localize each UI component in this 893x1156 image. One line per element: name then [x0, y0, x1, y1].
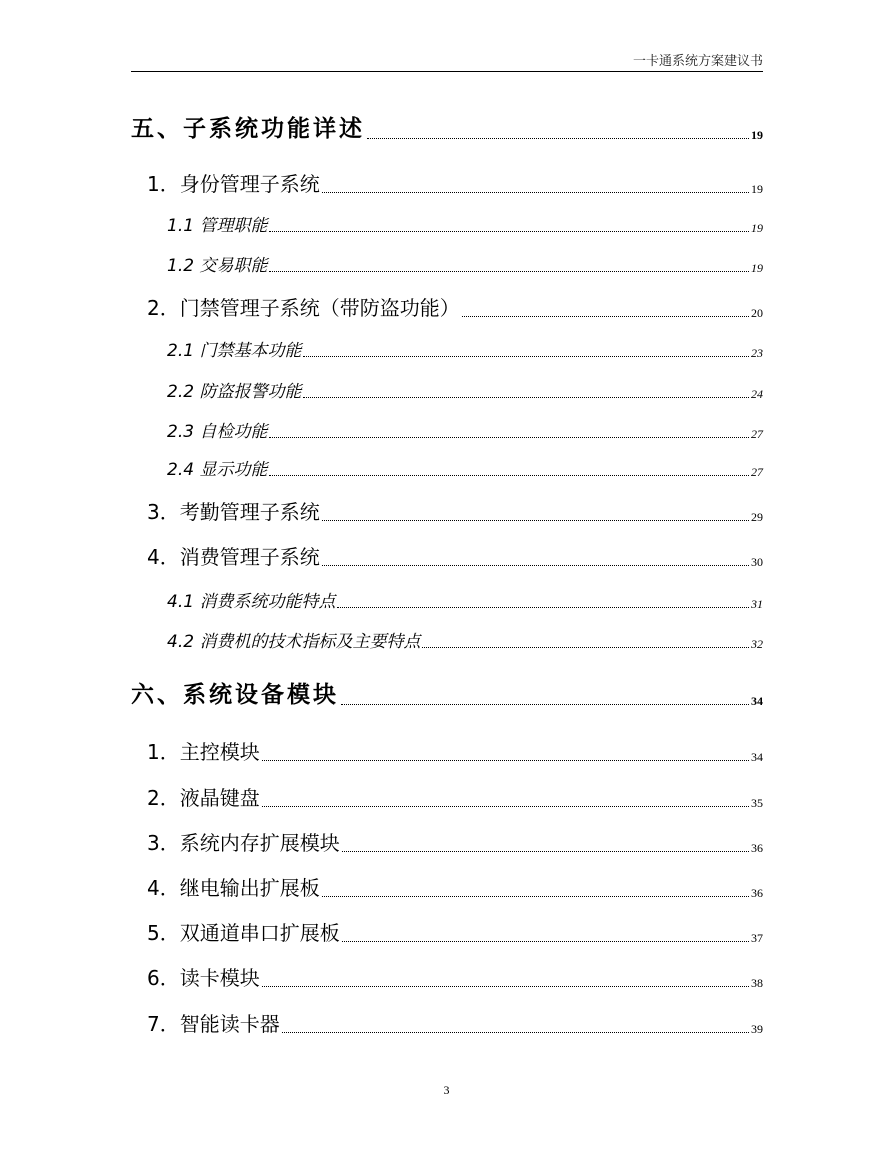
toc-entry[interactable]	[167, 587, 763, 612]
toc-entry-page: 36	[751, 841, 763, 855]
toc-leader	[322, 896, 749, 897]
toc-entry[interactable]	[147, 496, 763, 525]
toc-entry-page: 27	[751, 427, 763, 441]
toc-leader	[303, 397, 749, 398]
running-header: 一卡通系统方案建议书	[632, 54, 763, 69]
toc-entry-page: 19	[751, 221, 763, 235]
toc-entry-page: 19	[751, 182, 763, 196]
toc-leader	[322, 565, 749, 566]
toc-leader	[262, 760, 749, 761]
toc-entry[interactable]	[147, 541, 763, 570]
toc-entry[interactable]	[147, 1008, 763, 1037]
toc-leader	[422, 647, 749, 648]
toc-leader	[303, 356, 749, 357]
toc-leader	[269, 271, 749, 272]
toc-entry[interactable]	[167, 377, 763, 402]
toc-entry[interactable]	[147, 827, 763, 856]
toc-entry-page: 34	[751, 694, 763, 708]
toc-entry-page: 31	[751, 597, 763, 611]
toc-entry-page: 35	[751, 796, 763, 810]
toc-entry[interactable]	[131, 676, 763, 709]
toc-entry-page: 38	[751, 976, 763, 990]
toc-entry[interactable]	[147, 736, 763, 765]
toc-leader	[341, 704, 749, 705]
toc-entry-page: 23	[751, 346, 763, 360]
toc-entry-title: 3．考勤管理子系统	[147, 500, 320, 524]
toc-leader	[342, 851, 749, 852]
toc-entry-title: 4．消费管理子系统	[147, 545, 320, 569]
toc-leader	[337, 607, 749, 608]
toc-leader	[282, 1032, 749, 1033]
toc-entry-page: 19	[751, 261, 763, 275]
toc-entry-page: 39	[751, 1022, 763, 1036]
toc-entry[interactable]	[167, 455, 763, 480]
header-rule	[131, 71, 763, 72]
toc-entry[interactable]	[147, 872, 763, 901]
toc-leader	[269, 231, 749, 232]
toc-entry[interactable]	[131, 110, 763, 143]
toc-entry-page: 29	[751, 510, 763, 524]
toc-entry-page: 36	[751, 886, 763, 900]
toc-entry[interactable]	[167, 211, 763, 236]
toc-entry[interactable]	[167, 417, 763, 442]
toc-entry[interactable]	[167, 627, 763, 652]
toc-leader	[367, 138, 749, 139]
toc-entry[interactable]	[147, 292, 763, 321]
toc-leader	[462, 316, 749, 317]
toc-entry[interactable]	[147, 168, 763, 197]
toc-entry-title: 2.1 门禁基本功能	[167, 341, 302, 361]
page-number: 3	[443, 1083, 450, 1097]
toc-leader	[269, 437, 749, 438]
toc-entry-page: 37	[751, 931, 763, 945]
toc-entry[interactable]	[167, 336, 763, 361]
toc-entry-title: 1.2 交易职能	[167, 256, 268, 276]
toc-leader	[262, 986, 749, 987]
toc-entry-page: 19	[751, 128, 763, 142]
toc-entry-title: 7．智能读卡器	[147, 1012, 280, 1036]
toc-entry-title: 3．系统内存扩展模块	[147, 831, 340, 855]
toc-entry-page: 32	[751, 637, 763, 651]
toc-entry-page: 27	[751, 465, 763, 479]
toc-entry-title: 2．门禁管理子系统（带防盗功能）	[147, 296, 460, 320]
toc-leader	[262, 806, 749, 807]
toc-entry-title: 六、系统设备模块	[131, 682, 339, 708]
toc-entry-title: 1.1 管理职能	[167, 216, 268, 236]
toc-entry-title: 5．双通道串口扩展板	[147, 921, 340, 945]
toc-leader	[322, 520, 749, 521]
toc-entry-title: 4．继电输出扩展板	[147, 876, 320, 900]
toc-entry[interactable]	[167, 251, 763, 276]
toc-entry-page: 30	[751, 555, 763, 569]
toc-entry-page: 20	[751, 306, 763, 320]
toc-entry-title: 2.3 自检功能	[167, 422, 268, 442]
toc-entry-title: 1．主控模块	[147, 740, 260, 764]
toc-entry-page: 34	[751, 750, 763, 764]
toc-entry-title: 2.2 防盗报警功能	[167, 382, 302, 402]
toc-entry-title: 1．身份管理子系统	[147, 172, 320, 196]
toc-entry-title: 五、子系统功能详述	[131, 116, 365, 142]
toc-entry-title: 4.2 消费机的技术指标及主要特点	[167, 632, 421, 652]
toc-entry-title: 2.4 显示功能	[167, 460, 268, 480]
toc-entry[interactable]	[147, 917, 763, 946]
toc-entry[interactable]	[147, 782, 763, 811]
toc-leader	[269, 475, 749, 476]
toc-entry-title: 6．读卡模块	[147, 966, 260, 990]
toc-leader	[342, 941, 749, 942]
toc-leader	[322, 192, 749, 193]
toc-entry[interactable]	[147, 962, 763, 991]
toc-entry-page: 24	[751, 387, 763, 401]
toc-entry-title: 4.1 消费系统功能特点	[167, 592, 336, 612]
toc-entry-title: 2．液晶键盘	[147, 786, 260, 810]
